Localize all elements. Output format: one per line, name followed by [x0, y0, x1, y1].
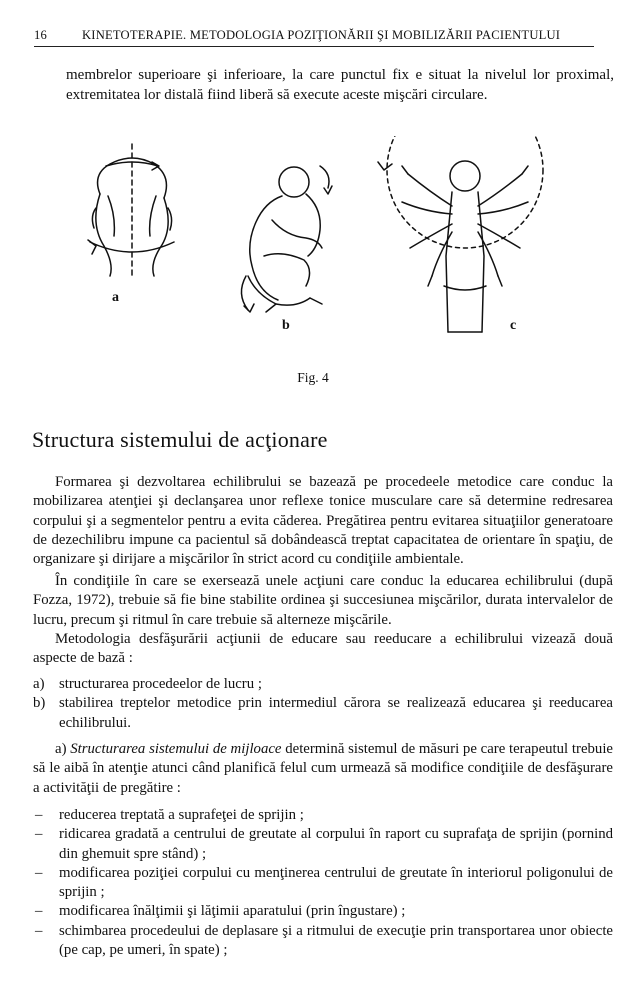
- list-item: [33, 864, 613, 903]
- list-marker: –: [35, 864, 43, 881]
- list-item-text: schimbarea procedeului de deplasare şi a ritmului de execuţie prin transportarea unor obiecte (pe cap, pe umeri, în spate) ;: [59, 922, 613, 959]
- list-item: [33, 825, 613, 864]
- figure-label-a: a: [112, 290, 119, 305]
- paragraph-marker: a): [55, 741, 67, 757]
- list-item: [33, 922, 613, 961]
- list-marker: –: [35, 826, 43, 843]
- measures-list: [33, 806, 613, 960]
- list-marker: –: [35, 807, 43, 823]
- section-paragraph-4: [33, 740, 613, 798]
- figure-4: [60, 136, 580, 346]
- figure-c-standing-body: [378, 136, 543, 332]
- page-number: 16: [34, 28, 47, 42]
- list-item-text: stabilirea treptelor metodice prin intermediul cărora se realizează educarea şi reeducarea echilibrului.: [59, 695, 613, 731]
- figure-caption: Fig. 4: [297, 370, 329, 385]
- italic-term: Structurarea sistemului de mijloace: [70, 741, 282, 757]
- list-marker: a): [33, 676, 45, 692]
- list-item: [33, 902, 613, 921]
- list-item: [33, 806, 613, 825]
- figure-label-b: b: [282, 318, 290, 333]
- figure-illustration: [60, 136, 580, 346]
- figure-a-head: [88, 144, 174, 276]
- list-marker: –: [35, 922, 43, 939]
- list-item-text: modificarea poziţiei corpului cu menţinerea centrului de greutate în interiorul poligonului de sprijin ;: [59, 864, 613, 901]
- list-item: [33, 694, 613, 733]
- running-title: KINETOTERAPIE. METODOLOGIA POZIŢIONĂRII ŞI MOBILIZĂRII PACIENTULUI: [82, 28, 561, 42]
- running-header: [34, 28, 594, 47]
- section-paragraph-1: Formarea şi dezvoltarea echilibrului se bazează pe procedeele metodice care conduc la mobilizarea atenţiei şi declanşarea unor reflexe tonice musculare care să determine redresarea corpului şi a segmentelor pentru a evita căderea. Pregătirea pentru evitarea situaţiilor generatoare de dezechilibru impune ca pacientul să dobândească treptat capacitatea de orientare în spaţiu, de organizare şi dirijare a mişcărilor în strict acord cu condiţiile ambientale.: [33, 474, 613, 568]
- list-item-text: modificarea înălţimii şi lăţimii aparatului (prin îngustare) ;: [59, 903, 406, 920]
- list-item-text: reducerea treptată a suprafeţei de sprijin ;: [59, 807, 304, 823]
- paragraph-text: determină sistemul de măsuri pe care terapeutul trebuie să le aibă în atenţie atunci când planifică felul cum urmează să modifice condiţiile de desfăşurare a activităţii de pregătire :: [33, 741, 613, 796]
- list-marker: –: [35, 903, 43, 920]
- list-item: [33, 675, 613, 694]
- figure-label-c: c: [510, 318, 517, 333]
- figure-b-crouching-body: [241, 166, 332, 312]
- section-paragraph-2: În condiţiile în care se exersează unele acţiuni care conduc la educarea echilibrului (după Fozza, 1972), trebuie să fie bine stabilite ordinea şi succesiunea mişcărilor, durata intervalelor de lucru, precum şi ritmul în care trebuie să alterneze mişcările.: [33, 573, 613, 628]
- aspects-list: [33, 675, 613, 733]
- intro-paragraph: membrelor superioare şi inferioare, la care punctul fix e situat la nivelul lor proximal, extremitatea lor distală fiind liberă să execute aceste mişcări circulare.: [66, 67, 614, 103]
- section-title: Structura sistemului de acţionare: [32, 427, 328, 452]
- list-item-text: ridicarea gradată a centrului de greutate al corpului în raport cu suprafaţa de sprijin (pornind din ghemuit spre stând) ;: [59, 826, 613, 862]
- list-item-text: structurarea procedeelor de lucru ;: [59, 676, 262, 692]
- list-marker: b): [33, 695, 46, 712]
- section-paragraph-3: Metodologia desfăşurării acţiunii de educare sau reeducare a echilibrului vizează două aspecte de bază :: [33, 631, 613, 667]
